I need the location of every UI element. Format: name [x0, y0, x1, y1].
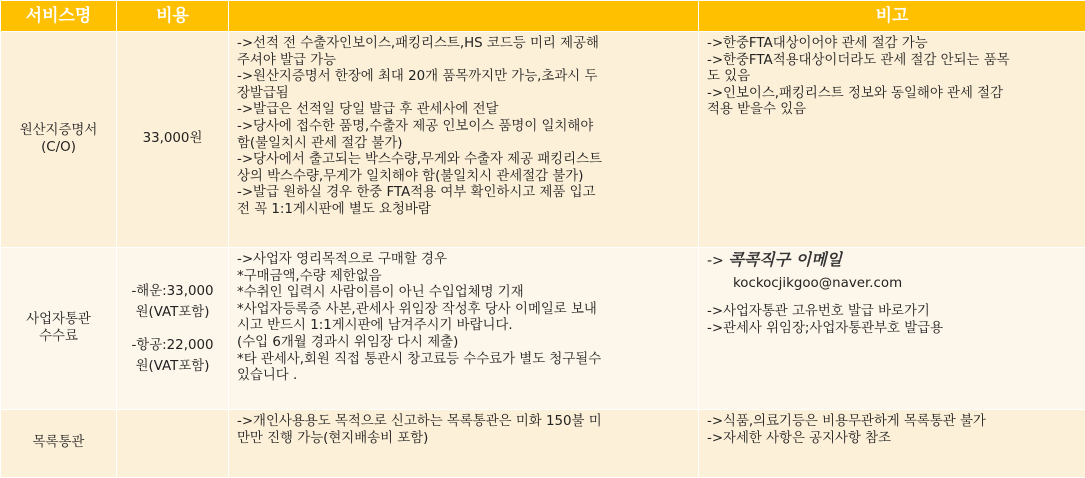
header-service: 서비스명 — [1, 1, 117, 32]
cost-list — [117, 410, 229, 478]
service-business: 사업자통관 수수료 — [1, 248, 117, 410]
table-row-co — [1, 32, 1085, 248]
detail-co: ->선적 전 수출자인보이스,패킹리스트,HS 코드등 미리 제공해 주셔야 발급 가능 ->원산지증명서 한장에 최대 20개 품목까지만 가능,초과시 두 장발급됨 ->발급은 선적일 당일 발급 후 관세사에 전달 ->당사에 접수한 품명,수출자 제공 인보이스 품명이 일치해야 함(불일치시 관세 절감 불가) ->당사에서 출고되는 박스수량,무게와 수출자 제공 패킹리스트 상의 박스수량,무게가 일치해야 함(불일치시 관세절감 불가) ->발급 원하실 경우 한중 FTA적용 여부 확인하시고 제품 입고 전 꼭 1:1게시판에 별도 요청바람 — [229, 32, 699, 248]
header-remarks: 비고 — [699, 1, 1085, 32]
remarks-list: ->식품,의료기등은 비용무관하게 목록통관 불가 ->자세한 사항은 공지사항 참조 — [699, 410, 1085, 478]
link-customs-power-of-attorney[interactable]: ->관세사 위임장;사업자통관부호 발급용 — [707, 320, 944, 336]
service-co: 원산지증명서 (C/O) — [1, 32, 117, 248]
email-address[interactable]: kockocjikgoo@naver.com — [733, 275, 903, 291]
cost-co: 33,000원 — [117, 32, 229, 248]
detail-business: ->사업자 영리목적으로 구매할 경우 *구매금액,수량 제한없음 *수취인 입력시 사람이름이 아닌 수입업체명 기재 *사업자등록증 사본,관세사 위임장 작성후 당사 이메일로 보내 시고 반드시 1:1게시판에 남겨주시기 바랍니다. (수입 6개월 경과시 위임장 다시 제출) *타 관세사,회원 직접 통관시 창고료등 수수료가 별도 청구될수 있습니다 . — [229, 248, 699, 410]
service-list: 목록통관 — [1, 410, 117, 478]
header-row — [1, 1, 1085, 32]
table-row-business — [1, 248, 1085, 410]
email-heading: -> 콕콕직구 이메일 — [707, 250, 843, 269]
detail-list: ->개인사용용도 목적으로 신고하는 목록통관은 미화 150불 미 만만 진행 가능(현지배송비 포함) — [229, 410, 699, 478]
remarks-co: ->한중FTA대상이어야 관세 절감 가능 ->한중FTA적용대상이더라도 관세 절감 안되는 품목 도 있음 ->인보이스,패킹리스트 정보와 동일해야 관세 절감 적용 받을수 있음 — [699, 32, 1085, 248]
header-detail — [229, 1, 699, 32]
remarks-business — [699, 248, 1085, 410]
link-business-number[interactable]: ->사업자통관 고유번호 발급 바로가기 — [707, 304, 930, 320]
cost-business: -해운:33,000 원(VAT포함) -항공:22,000 원(VAT포함) — [117, 248, 229, 410]
header-cost: 비용 — [117, 1, 229, 32]
table-row-list — [1, 410, 1085, 478]
email-label: 콕콕직구 이메일 — [728, 250, 843, 269]
